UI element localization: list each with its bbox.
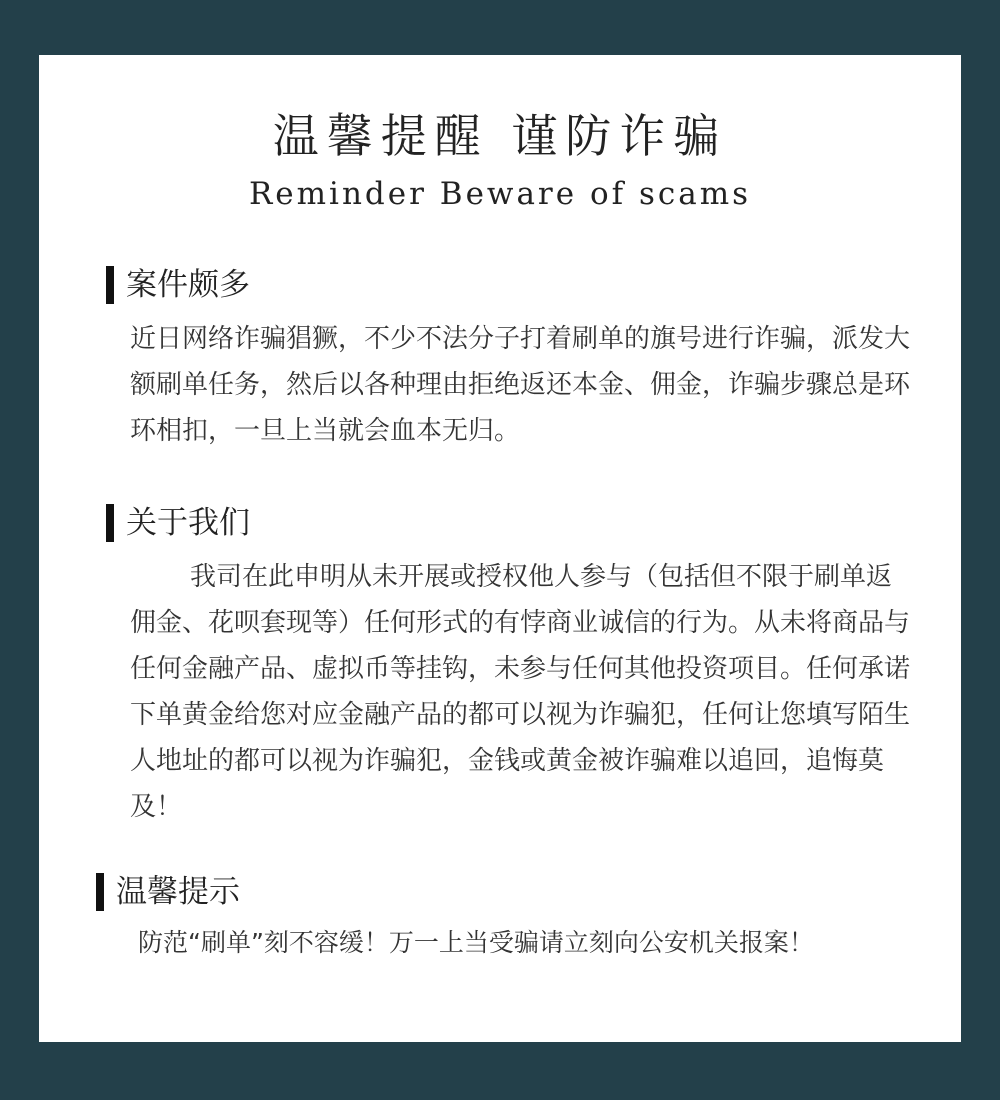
section-heading-cases [106, 265, 250, 305]
section-title-about-us: 关于我们 [126, 505, 250, 541]
section-heading-about-us [106, 503, 250, 543]
section-body-about-us: 我司在此申明从未开展或授权他人参与（包括但不限于刷单返佣金、花呗套现等）任何形式的有悖商业诚信的行为。从未将商品与任何金融产品、虚拟币等挂钩，未参与任何其他投资项目。任何承诺下单黄金给您对应金融产品的都可以视为诈骗犯，任何让您填写陌生人地址的都可以视为诈骗犯，金钱或黄金被诈骗难以追回，追悔莫及！ [130, 562, 911, 822]
page-title: 温馨提醒 谨防诈骗 [272, 109, 728, 163]
section-title-cases: 案件颇多 [126, 267, 250, 303]
page-subtitle: Reminder Beware of scams [248, 176, 752, 212]
section-heading-tips [96, 872, 240, 912]
section-marker [106, 266, 114, 304]
section-body-cases: 近日网络诈骗猖獗，不少不法分子打着刷单的旗号进行诈骗，派发大额刷单任务，然后以各种理由拒绝返还本金、佣金，诈骗步骤总是环环相扣，一旦上当就会血本无归。 [130, 324, 911, 446]
section-title-tips: 温馨提示 [116, 874, 240, 910]
section-body-tips: 防范“刷单”刻不容缓！万一上当受骗请立刻向公安机关报案！ [138, 928, 814, 957]
section-marker [96, 873, 104, 911]
section-marker [106, 504, 114, 542]
